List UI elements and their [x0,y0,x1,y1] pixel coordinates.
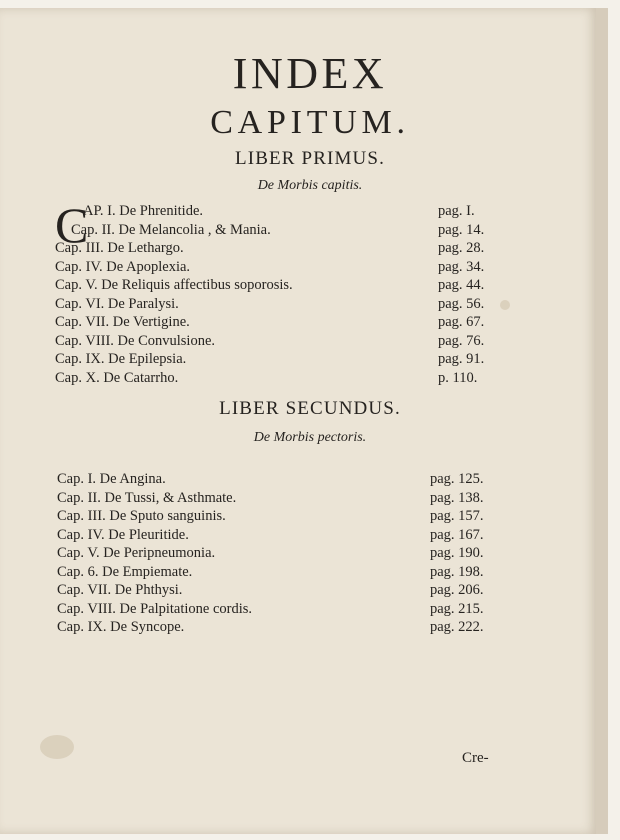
chapter-title: Cap. VI. De Paralysi. [55,295,179,312]
chapter-entry [57,618,497,637]
chapter-entry [55,239,495,258]
chapter-entry [57,600,497,619]
page-number: pag. 14. [438,221,485,238]
chapter-entry [57,526,497,545]
drop-cap: C [55,197,89,253]
chapter-title: Cap. VII. De Vertigine. [55,314,190,330]
page-number: pag. 222. [430,619,484,635]
chapter-entry [55,202,495,221]
page-number: pag. 67. [438,314,485,330]
page-number: pag. 44. [438,277,485,293]
chapter-title: Cap. III. De Sputo sanguinis. [57,508,226,524]
chapter-entry [55,313,495,332]
chapter-entry [55,276,495,295]
page-subtitle: CAPITUM. [210,104,410,141]
chapter-entry [57,470,497,489]
chapter-title: Cap. I. De Angina. [57,471,166,487]
page-title: INDEX [232,49,388,98]
chapter-title: Cap. IV. De Pleuritide. [57,526,189,543]
foxing-spot [40,735,74,759]
foxing-spot [500,300,510,310]
chapter-entry [55,332,495,351]
page-number: pag. 125. [430,471,484,487]
chapter-entry [55,295,495,314]
page-number: pag. 56. [438,295,485,312]
chapter-entry [55,369,495,388]
book-1-section: De Morbis capitis. [257,178,363,193]
chapter-title: Cap. VIII. De Convulsione. [55,332,216,349]
page-number: pag. 215. [430,600,484,617]
page-number: pag. 91. [438,351,485,367]
book-1-heading: LIBER PRIMUS. [235,148,385,169]
chapter-title: Cap. X. De Catarrho. [55,369,179,386]
page-number: pag. 76. [438,332,485,349]
chapter-title: Cap. III. De Lethargo. [55,240,184,256]
chapter-title: Cap. II. De Tussi, & Asthmate. [57,489,237,506]
page-number: p. 110. [438,369,478,386]
chapter-title: Cap. IX. De Epilepsia. [55,351,187,367]
page-number: pag. 198. [430,563,484,580]
catchword: Cre- [462,750,489,766]
book-2-chapter-list [57,470,497,637]
book-1-chapter-list [55,197,495,387]
page-number: pag. I. [438,203,475,219]
page-number: pag. 28. [438,240,485,256]
chapter-title: Cap. V. De Reliquis affectibus soporosis. [55,277,293,293]
page-number: pag. 167. [430,526,484,543]
chapter-title: Cap. II. De Melancolia , & Mania. [71,221,271,238]
chapter-title: Cap. VII. De Phthysi. [57,582,183,598]
chapter-entry [57,489,497,508]
chapter-entry [55,350,495,369]
page-number: pag. 190. [430,545,484,561]
chapter-entry [55,221,495,240]
chapter-entry [57,563,497,582]
chapter-title: Cap. V. De Peripneumonia. [57,545,216,561]
chapter-entry [57,507,497,526]
chapter-title: Cap. 6. De Empiemate. [57,563,193,580]
page-number: pag. 138. [430,489,484,506]
page-number: pag. 157. [430,508,484,524]
chapter-entry [57,544,497,563]
chapter-title: Cap. VIII. De Palpitatione cordis. [57,600,253,617]
chapter-title: AP. I. De Phrenitide. [83,203,204,219]
chapter-title: Cap. IX. De Syncope. [57,619,185,635]
chapter-entry [57,581,497,600]
chapter-entry [55,258,495,277]
page-number: pag. 206. [430,582,484,598]
book-2-heading: LIBER SECUNDUS. [219,398,401,419]
chapter-title: Cap. IV. De Apoplexia. [55,258,191,275]
page-number: pag. 34. [438,258,485,275]
book-2-section: De Morbis pectoris. [253,430,367,445]
